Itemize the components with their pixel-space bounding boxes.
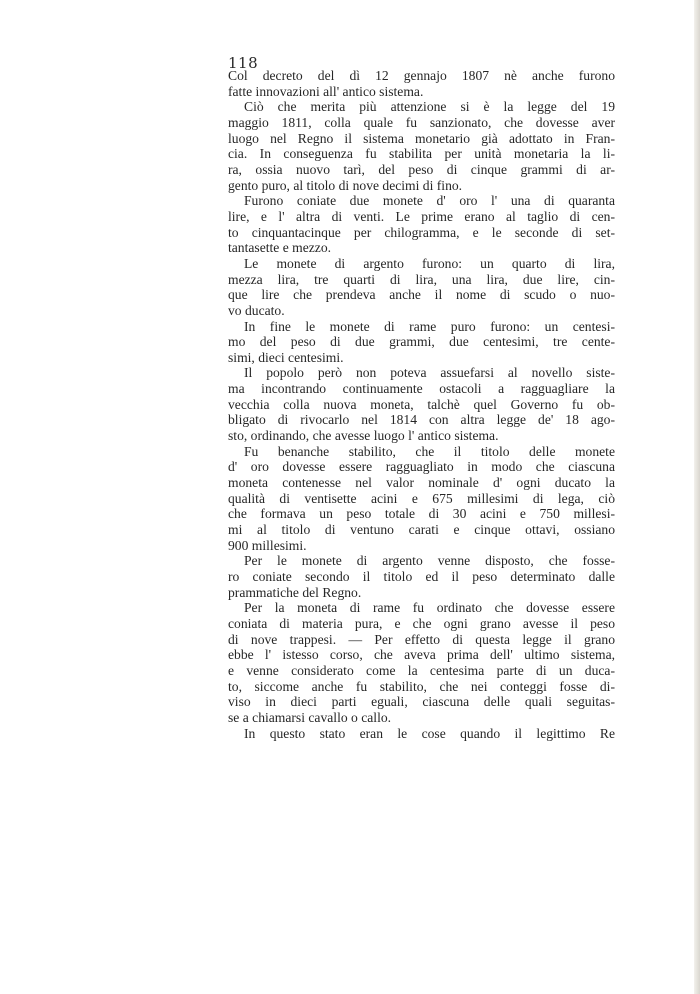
text-line: vecchia colla nuova moneta, talchè quel Governo fu ob-	[228, 396, 615, 412]
text-line: qualità di ventisette acini e 675 millesimi di lega, ciò	[228, 490, 615, 506]
text-line: d' oro dovesse essere ragguagliato in modo che ciascuna	[228, 459, 615, 475]
text-line: simi, dieci centesimi.	[228, 349, 344, 365]
text-line: moneta contenesse nel valor nominale d' ogni ducato la	[228, 475, 615, 491]
text-line: maggio 1811, colla quale fu sanzionato, che dovesse aver	[228, 114, 615, 130]
paragraph	[228, 256, 615, 319]
paragraph	[228, 365, 615, 443]
text-line: ma incontrando continuamente ostacoli a ragguagliare la	[228, 381, 615, 397]
text-line: cia. In conseguenza fu stabilita per unità monetaria la li-	[228, 146, 615, 162]
paragraph	[228, 99, 615, 193]
text-line: mo del peso di due grammi, due centesimi, tre cente-	[228, 334, 615, 350]
text-line: Per le monete di argento venne disposto, che fosse-	[244, 553, 615, 569]
text-line: Col decreto del dì 12 gennajo 1807 nè anche furono	[228, 68, 615, 83]
paragraph	[228, 600, 615, 725]
text-line: sto, ordinando, che avesse luogo l' antico sistema.	[228, 428, 499, 444]
text-line: to, siccome anche fu stabilito, che nei conteggi fosse di-	[228, 678, 615, 694]
text-line: Le monete di argento furono: un quarto di lira,	[244, 255, 615, 271]
page-number: 118	[228, 54, 259, 72]
text-line: di nove trappesi. — Per effetto di questa legge il grano	[228, 631, 615, 647]
text-line: Il popolo però non poteva assuefarsi al novello siste-	[244, 365, 615, 381]
text-line: to cinquantacinque per chilogramma, e le seconde di set-	[228, 224, 615, 240]
text-line: Ciò che merita più attenzione si è la legge del 19	[244, 99, 615, 115]
paragraph	[228, 68, 615, 99]
paragraph	[228, 444, 615, 554]
text-line: Per la moneta di rame fu ordinato che dovesse essere	[244, 600, 615, 616]
text-line: luogo nel Regno il sistema monetario già adottato in Fran-	[228, 130, 615, 146]
text-line: In fine le monete di rame puro furono: un centesi-	[244, 318, 615, 334]
page-edge	[694, 0, 700, 994]
text-line: tantasette e mezzo.	[228, 240, 332, 256]
text-line: gento puro, al titolo di nove decimi di fino.	[228, 177, 463, 193]
text-line: mezza lira, tre quarti di lira, una lira, due lire, cin-	[228, 271, 615, 287]
text-line: viso in dieci parti eguali, ciascuna delle quali seguitas-	[228, 694, 615, 710]
paragraph	[228, 553, 615, 600]
text-line: prammatiche del Regno.	[228, 584, 362, 600]
text-line: Furono coniate due monete d' oro l' una di quaranta	[244, 193, 615, 209]
text-line: fatte innovazioni all' antico sistema.	[228, 83, 424, 99]
text-line: ro coniate secondo il titolo ed il peso determinato dalle	[228, 569, 615, 584]
text-line: ra, ossia nuovo tarì, del peso di cinque grammi di ar-	[228, 161, 615, 177]
paragraph	[228, 319, 615, 366]
text-line: coniata di materia pura, e che ogni grano avesse il peso	[228, 615, 615, 631]
text-line: lire, e l' altra di venti. Le prime erano al taglio di cen-	[228, 208, 615, 224]
text-line: Fu benanche stabilito, che il titolo delle monete	[244, 443, 615, 459]
text-line: bligato di rivocarlo nel 1814 con altra legge de' 18 ago-	[228, 412, 615, 428]
text-line: ebbe l' istesso corso, che aveva prima dell' ultimo sistema,	[228, 647, 615, 663]
text-line: vo ducato.	[228, 302, 285, 318]
body-text	[228, 68, 615, 741]
text-line: che formava un peso totale di 30 acini e 750 millesi-	[228, 506, 615, 522]
text-line: mi al titolo di ventuno carati e cinque ottavi, ossiano	[228, 522, 615, 538]
text-line: e venne considerato come la centesima parte di un duca-	[228, 662, 615, 678]
paragraph	[228, 726, 615, 742]
text-line: 900 millesimi.	[228, 537, 307, 553]
text-line: se a chiamarsi cavallo o callo.	[228, 709, 392, 725]
paragraph	[228, 193, 615, 256]
text-line: que lire che prendeva anche il nome di scudo o nuo-	[228, 287, 615, 303]
text-line: In questo stato eran le cose quando il legittimo Re	[244, 725, 615, 741]
